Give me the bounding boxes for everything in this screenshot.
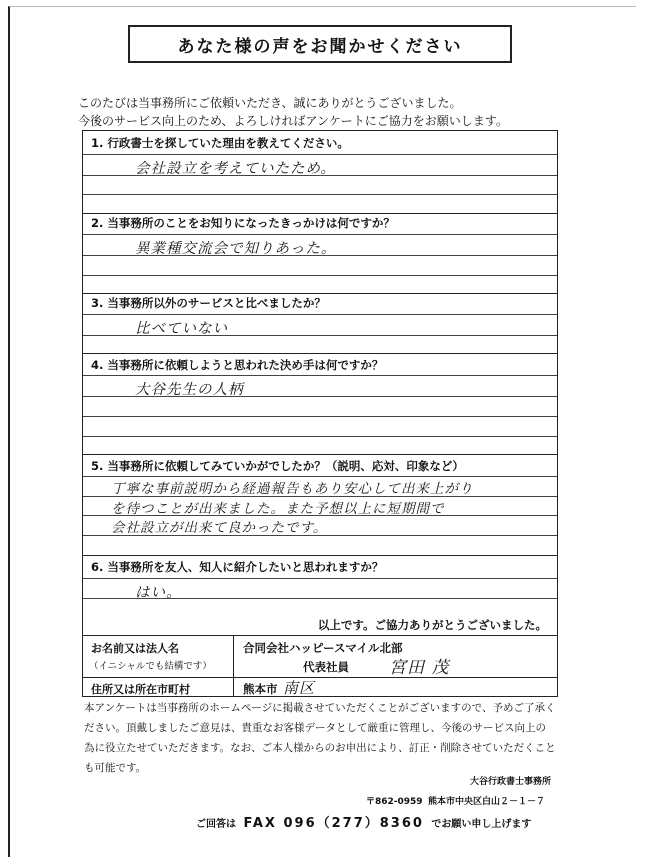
city: 熊本市 [243, 682, 278, 696]
rule [83, 255, 557, 256]
rule [83, 375, 557, 376]
table-divider [233, 635, 234, 696]
question-2: 2. 当事務所のことをお知りになったきっかけは何ですか？ [91, 216, 395, 230]
question-1: 1. 行政書士を探していた理由を教えてください。 [91, 136, 349, 150]
representative-name: 宮田 茂 [389, 658, 450, 678]
answer-5-line-2: を待つことが出来ました。また予想以上に短期間で [111, 501, 445, 517]
section-divider [83, 353, 557, 354]
rule [83, 436, 557, 437]
rule [83, 335, 557, 336]
section-divider [83, 677, 557, 678]
name-note: （イニシャルでも結構です） [89, 661, 212, 672]
rule [83, 598, 557, 599]
privacy-notice: 本アンケートは当事務所のホームページに掲載させていただくことがございますので、予めご了承ください。頂戴しましたご意見は、貴重なお客様データとして厳重に管理し、今後のサービス向上の為に役立たせていただきます。なお、ご本人様からのお申出により、訂正・削除させていただくことも可能です。 [84, 702, 556, 774]
question-5: 5. 当事務所に依頼してみていかがでしたか？（説明、応対、印象など） [91, 459, 464, 473]
rule [83, 175, 557, 176]
address-label: 住所又は所在市町村 [91, 683, 190, 696]
rule [83, 234, 557, 235]
section-divider [83, 213, 557, 214]
office-name: 大谷行政書士事務所 [470, 777, 552, 787]
rule [83, 275, 557, 276]
section-divider [83, 635, 557, 636]
intro-line-1: このたびは当事務所にご依頼いただき、誠にありがとうございました。 [78, 96, 462, 110]
section-divider [83, 454, 557, 455]
representative-title: 代表社員 [303, 660, 349, 674]
office-address: 熊本市中央区白山２－１－７ [428, 797, 546, 807]
ward: 南区 [283, 679, 316, 697]
answer-1: 会社設立を考えていたため。 [135, 161, 336, 177]
section-divider [83, 293, 557, 294]
rule [83, 314, 557, 315]
intro-line-2: 今後のサービス向上のため、よろしければアンケートにご協力をお願いします。 [78, 114, 508, 128]
rule [83, 154, 557, 155]
question-3: 3. 当事務所以外のサービスと比べましたか？ [91, 296, 326, 310]
rule [83, 194, 557, 195]
answer-5-line-3: 会社設立が出来て良かったです。 [111, 520, 328, 536]
fax-line [196, 812, 531, 831]
answer-2: 異業種交流会で知りあった。 [135, 241, 337, 257]
rule [83, 396, 557, 397]
fax-number: FAX 096（277）8360 [243, 816, 424, 831]
name-label: お名前又は法人名 [91, 642, 179, 655]
answer-4: 大谷先生の人柄 [135, 382, 244, 398]
question-6: 6. 当事務所を友人、知人に紹介したいと思われますか？ [91, 560, 384, 574]
survey-form [82, 130, 558, 697]
page-title: あなた様の声をお聞かせください [128, 25, 512, 63]
question-4: 4. 当事務所に依頼しようと思われた決め手は何ですか？ [91, 358, 384, 372]
company-name: 合同会社ハッピースマイル北部 [243, 641, 403, 655]
fax-suffix: でお願い申し上げます [431, 819, 532, 830]
fax-prefix: ご回答は [196, 819, 236, 830]
rule [83, 535, 557, 536]
rule [83, 578, 557, 579]
closing-message: 以上です。ご協力ありがとうございました。 [317, 618, 547, 632]
section-divider [83, 555, 557, 556]
answer-5-line-1: 丁寧な事前説明から経過報告もあり安心して出来上がり [111, 481, 474, 497]
answer-3: 比べていない [135, 321, 228, 337]
rule [83, 416, 557, 417]
answer-6: はい。 [135, 585, 182, 601]
postal-code: 〒862-0959 [366, 797, 423, 807]
